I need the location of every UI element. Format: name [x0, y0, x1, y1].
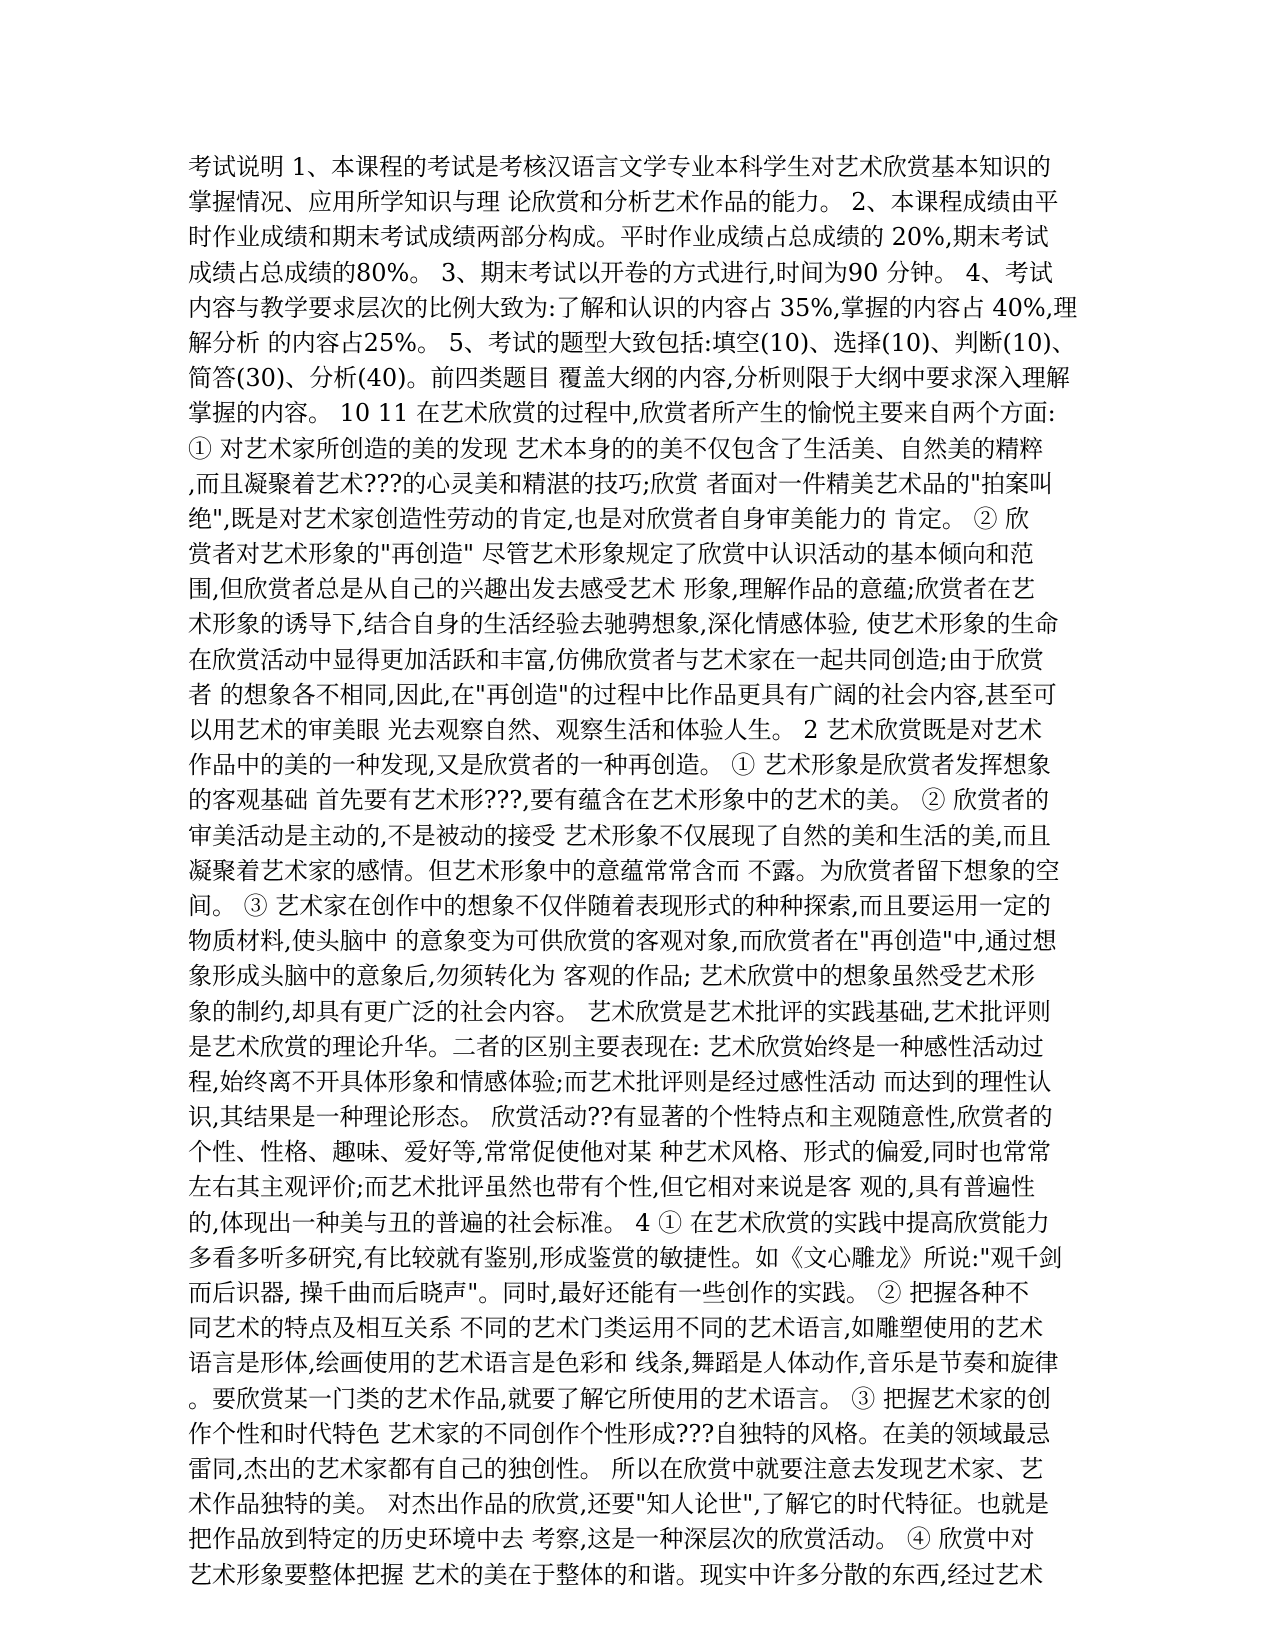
text-line: 赏者对艺术形象的"再创造" 尽管艺术形象规定了欣赏中认识活动的基本倾向和范 — [188, 540, 1034, 569]
text-line: 象形成头脑中的意象后,勿须转化为 客观的作品; 艺术欣赏中的想象虽然受艺术形 — [188, 962, 1035, 991]
text-line: ① 对艺术家所创造的美的发现 艺术本身的的美不仅包含了生活美、自然美的精粹 — [188, 434, 1044, 463]
text-line: 同艺术的特点及相互关系 不同的艺术门类运用不同的艺术语言,如雕塑使用的艺术 — [188, 1314, 1044, 1343]
text-line: 个性、性格、趣味、爱好等,常常促使他对某 种艺术风格、形式的偏爱,同时也常常 — [188, 1138, 1051, 1167]
text-line: 简答(30)、分析(40)。前四类题目 覆盖大纲的内容,分析则限于大纲中要求深入理解 — [188, 364, 1070, 393]
text-line: 术形象的诱导下,结合自身的生活经验去驰骋想象,深化情感体验, 使艺术形象的生命 — [188, 610, 1059, 639]
text-line: 审美活动是主动的,不是被动的接受 艺术形象不仅展现了自然的美和生活的美,而且 — [188, 821, 1051, 850]
text-line: 术作品独特的美。 对杰出作品的欣赏,还要"知人论世",了解它的时代特征。也就是 — [188, 1490, 1049, 1519]
text-line: 间。 ③ 艺术家在创作中的想象不仅伴随着表现形式的种种探索,而且要运用一定的 — [188, 891, 1051, 920]
text-line: 以用艺术的审美眼 光去观察自然、观察生活和体验人生。 2 艺术欣赏既是对艺术 — [188, 716, 1043, 744]
text-line: 在欣赏活动中显得更加活跃和丰富,仿佛欣赏者与艺术家在一起共同创造;由于欣赏 — [188, 645, 1044, 674]
text-line: 物质材料,使头脑中 的意象变为可供欣赏的客观对象,而欣赏者在"再创造"中,通过想 — [188, 927, 1057, 956]
text-line: 的,体现出一种美与丑的普遍的社会标准。 4 ① 在艺术欣赏的实践中提高欣赏能力 — [188, 1208, 1050, 1237]
text-line: 绝",既是对艺术家创造性劳动的肯定,也是对欣赏者自身审美能力的 肯定。 ② 欣 — [188, 504, 1030, 533]
text-line: 是艺术欣赏的理论升华。二者的区别主要表现在: 艺术欣赏始终是一种感性活动过 — [188, 1032, 1044, 1061]
text-line: 语言是形体,绘画使用的艺术语言是色彩和 线条,舞蹈是人体动作,音乐是节奏和旋律 — [188, 1349, 1059, 1378]
text-line: 时作业成绩和期末考试成绩两部分构成。平时作业成绩占总成绩的 20%,期末考试 — [188, 223, 1049, 252]
text-line: 围,但欣赏者总是从自己的兴趣出发去感受艺术 形象,理解作品的意蕴;欣赏者在艺 — [188, 575, 1035, 604]
text-line: 艺术形象要整体把握 艺术的美在于整体的和谐。现实中许多分散的东西,经过艺术 — [188, 1560, 1044, 1589]
text-line: 解分析 的内容占25%。 5、考试的题型大致包括:填空(10)、选择(10)、判断(10)、 — [188, 328, 1076, 357]
text-line: 识,其结果是一种理论形态。 欣赏活动??有显著的个性特点和主观随意性,欣赏者的 — [188, 1103, 1053, 1132]
text-line: 而后识器, 操千曲而后晓声"。同时,最好还能有一些创作的实践。 ② 把握各种不 — [188, 1279, 1030, 1307]
text-line: 内容与教学要求层次的比例大致为:了解和认识的内容占 35%,掌握的内容占 40%,理 — [188, 293, 1078, 322]
text-line: 掌握情况、应用所学知识与理 论欣赏和分析艺术作品的能力。 2、本课程成绩由平 — [188, 188, 1059, 217]
text-line: 作个性和时代特色 艺术家的不同创作个性形成???自独特的风格。在美的领域最忌 — [188, 1419, 1051, 1448]
text-line: 者 的想象各不相同,因此,在"再创造"的过程中比作品更具有广阔的社会内容,甚至可 — [188, 680, 1057, 709]
text-line: 凝聚着艺术家的感情。但艺术形象中的意蕴常常含而 不露。为欣赏者留下想象的空 — [188, 856, 1060, 885]
text-line: 象的制约,却具有更广泛的社会内容。 艺术欣赏是艺术批评的实践基础,艺术批评则 — [188, 997, 1051, 1026]
text-line: 雷同,杰出的艺术家都有自己的独创性。 所以在欣赏中就要注意去发现艺术家、艺 — [188, 1454, 1044, 1483]
text-line: 考试说明 1、本课程的考试是考核汉语言文学专业本科学生对艺术欣赏基本知识的 — [188, 153, 1051, 181]
body-text — [188, 150, 1088, 1593]
text-line: 程,始终离不开具体形象和情感体验;而艺术批评则是经过感性活动 而达到的理性认 — [188, 1067, 1052, 1096]
text-line: 多看多听多研究,有比较就有鉴别,形成鉴赏的敏捷性。如《文心雕龙》所说:"观千剑 — [188, 1243, 1063, 1272]
text-line: 作品中的美的一种发现,又是欣赏者的一种再创造。 ① 艺术形象是欣赏者发挥想象 — [188, 751, 1051, 780]
text-line: 左右其主观评价;而艺术批评虽然也带有个性,但它相对来说是客 观的,具有普遍性 — [188, 1173, 1035, 1202]
text-line: 把作品放到特定的历史环境中去 考察,这是一种深层次的欣赏活动。 ④ 欣赏中对 — [188, 1525, 1035, 1554]
text-line: 的客观基础 首先要有艺术形???,要有蕴含在艺术形象中的艺术的美。 ② 欣赏者的 — [188, 786, 1050, 815]
text-line: 。要欣赏某一门类的艺术作品,就要了解它所使用的艺术语言。 ③ 把握艺术家的创 — [188, 1384, 1051, 1413]
text-line: 成绩占总成绩的80%。 3、期末考试以开卷的方式进行,时间为90 分钟。 4、考试 — [188, 258, 1053, 287]
text-line: 掌握的内容。 10 11 在艺术欣赏的过程中,欣赏者所产生的愉悦主要来自两个方面: — [188, 399, 1056, 428]
text-line: ,而且凝聚着艺术???的心灵美和精湛的技巧;欣赏 者面对一件精美艺术品的"拍案叫 — [188, 469, 1053, 498]
